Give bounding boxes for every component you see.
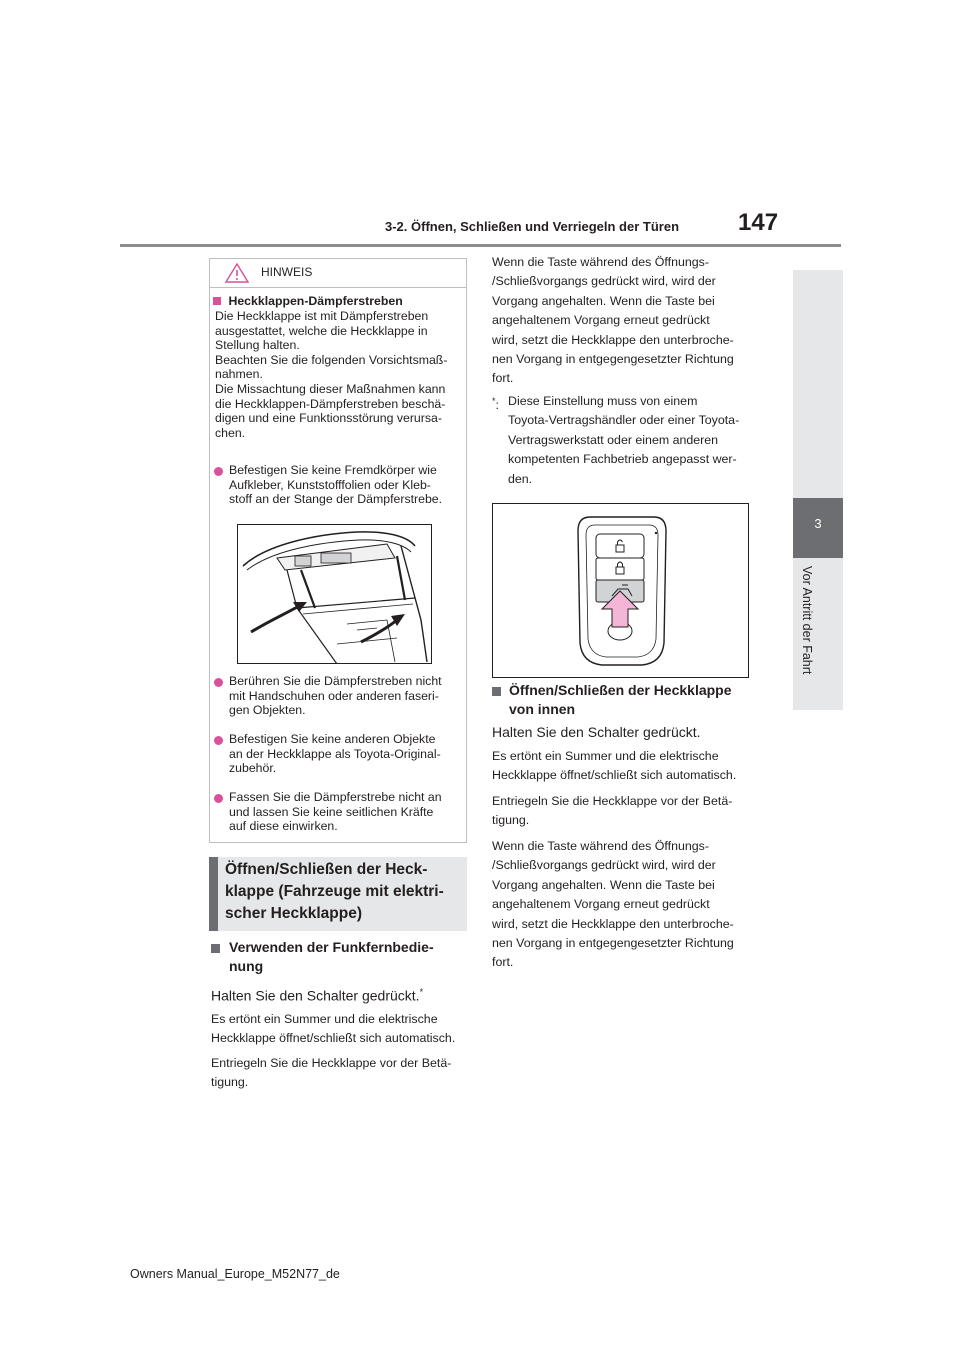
- text-line: /Schließvorgangs gedrückt wird, wird der: [492, 858, 716, 873]
- footnote: [508, 392, 768, 489]
- text-line: digen und eine Funktionsstörung verursa-: [215, 411, 442, 426]
- heading-line: Öffnen/Schließen der Heckklappe: [509, 682, 732, 698]
- text-line: nahmen.: [215, 367, 263, 382]
- text-line: Die Missachtung dieser Maßnahmen kann: [215, 381, 446, 396]
- remote-heading: [229, 938, 469, 976]
- text-line: /Schließvorgangs gedrückt wird, wird der: [492, 274, 716, 289]
- inside-para-2: [492, 792, 762, 831]
- text-line: Aufkleber, Kunststofffolien oder Kleb-: [229, 477, 431, 492]
- title-line: scher Heckklappe): [225, 905, 362, 922]
- text-line: Berühren Sie die Dämpferstreben nicht: [229, 674, 442, 688]
- warning-triangle-icon: [225, 263, 249, 283]
- inside-heading: [509, 681, 764, 719]
- right-para: [492, 253, 762, 389]
- text-line: die Heckklappen-Dämpferstreben beschä-: [215, 396, 446, 411]
- text-line: ausgestattet, welche die Heckklappe in: [215, 323, 428, 338]
- text-line: mit Handschuhen oder anderen faseri-: [229, 688, 439, 703]
- text-line: den.: [508, 471, 533, 486]
- heading-line: Verwenden der Funkfernbedie-: [229, 939, 434, 955]
- section-heading-bar: [209, 857, 218, 931]
- text-line: fort.: [492, 955, 514, 970]
- text-line: Entriegeln Sie die Heckklappe vor der Betä-: [492, 794, 733, 808]
- footer-text: Owners Manual_Europe_M52N77_de: [130, 1267, 340, 1281]
- remote-lead: [211, 987, 423, 1004]
- caution-bullet-3: [229, 732, 465, 776]
- text-line: Die Heckklappe ist mit Dämpferstreben: [215, 309, 429, 323]
- text-line: nen Vorgang in entgegengesetzter Richtung: [492, 352, 734, 367]
- inside-para-3: [492, 837, 762, 973]
- inside-lead: Halten Sie den Schalter gedrückt.: [492, 724, 701, 740]
- footnote-mark: *: [419, 987, 424, 997]
- chapter-number: 3: [814, 516, 822, 531]
- page-number: 147: [738, 209, 779, 236]
- text-line: tigung.: [211, 1075, 249, 1090]
- text-line: Vorgang angehalten. Wenn die Taste bei: [492, 293, 715, 308]
- chapter-tab-upper: [793, 270, 843, 498]
- text-line: Es ertönt ein Summer und die elektrische: [211, 1012, 438, 1026]
- heading-line: nung: [229, 958, 264, 974]
- caution-bullet-1: [229, 463, 465, 507]
- text-line: Toyota-Vertragshändler oder einer Toyota-: [508, 413, 740, 428]
- footnote-separator: :: [495, 398, 499, 413]
- title-line: Öffnen/Schließen der Heck-: [225, 861, 428, 878]
- text-line: wird, setzt die Heckklappe den unterbroche-: [492, 332, 734, 347]
- text-line: Beachten Sie die folgenden Vorsichtsmaß-: [215, 352, 448, 367]
- title-line: klappe (Fahrzeuge mit elektri-: [225, 883, 444, 900]
- text-line: nen Vorgang in entgegengesetzter Richtung: [492, 936, 734, 951]
- key-fob-illustration: [492, 503, 749, 678]
- heading-line: von innen: [509, 701, 576, 717]
- caution-heading: Heckklappen-Dämpferstreben: [228, 294, 403, 308]
- text-line: wird, setzt die Heckklappe den unterbroche-: [492, 916, 734, 931]
- section-title: [225, 859, 465, 925]
- lead-text: Halten Sie den Schalter gedrückt.: [211, 987, 420, 1004]
- text-line: fort.: [492, 371, 514, 386]
- text-line: auf diese einwirken.: [229, 819, 338, 834]
- text-line: Befestigen Sie keine Fremdkörper wie: [229, 463, 437, 477]
- text-line: Es ertönt ein Summer und die elektrische: [492, 749, 719, 763]
- text-line: Vorgang angehalten. Wenn die Taste bei: [492, 877, 715, 892]
- caution-heading-row: [213, 292, 403, 310]
- text-line: an der Heckklappe als Toyota-Original-: [229, 746, 441, 761]
- text-line: Stellung halten.: [215, 338, 300, 353]
- text-line: Entriegeln Sie die Heckklappe vor der Betä-: [211, 1056, 452, 1070]
- text-line: Heckklappe öffnet/schließt sich automatisch.: [492, 768, 737, 783]
- round-bullet-icon: [214, 794, 223, 803]
- square-bullet-icon: [211, 944, 220, 953]
- text-line: Befestigen Sie keine anderen Objekte: [229, 732, 436, 746]
- text-line: Diese Einstellung muss von einem: [508, 394, 698, 408]
- text-line: Heckklappe öffnet/schließt sich automatisch.: [211, 1031, 456, 1046]
- text-line: Fassen Sie die Dämpferstrebe nicht an: [229, 790, 442, 804]
- text-line: Wenn die Taste während des Öffnungs-: [492, 839, 709, 853]
- caution-bullet-4: [229, 790, 465, 834]
- text-line: stoff an der Stange der Dämpferstrebe.: [229, 492, 443, 507]
- text-line: chen.: [215, 425, 246, 440]
- inside-para-1: [492, 747, 762, 786]
- text-line: zubehör.: [229, 761, 277, 776]
- remote-para-2: [211, 1054, 466, 1093]
- round-bullet-icon: [214, 736, 223, 745]
- text-line: tigung.: [492, 813, 530, 828]
- text-line: Vertragswerkstatt oder einem anderen: [508, 432, 719, 447]
- footnote-mark: *: [492, 396, 496, 406]
- caution-label: HINWEIS: [261, 265, 313, 279]
- text-line: angehaltenem Vorgang erneut gedrückt: [492, 897, 710, 912]
- text-line: gen Objekten.: [229, 703, 306, 718]
- text-line: und lassen Sie keine seitlichen Kräfte: [229, 804, 434, 819]
- remote-para-1: [211, 1010, 466, 1049]
- tailgate-strut-illustration: [237, 524, 432, 664]
- running-header: 3-2. Öffnen, Schließen und Verriegeln der Türen: [385, 219, 680, 234]
- text-line: Wenn die Taste während des Öffnungs-: [492, 255, 709, 269]
- header-rule: [120, 244, 841, 247]
- square-bullet-icon: [492, 687, 501, 696]
- square-bullet-icon: [213, 297, 221, 305]
- caution-bullet-2: [229, 674, 465, 718]
- text-line: angehaltenem Vorgang erneut gedrückt: [492, 313, 710, 328]
- round-bullet-icon: [214, 467, 223, 476]
- chapter-label: Vor Antritt der Fahrt: [800, 566, 814, 675]
- text-line: kompetenten Fachbetrieb angepasst wer-: [508, 452, 737, 467]
- round-bullet-icon: [214, 678, 223, 687]
- footnote-marker: [492, 392, 499, 416]
- caution-intro: [215, 309, 463, 440]
